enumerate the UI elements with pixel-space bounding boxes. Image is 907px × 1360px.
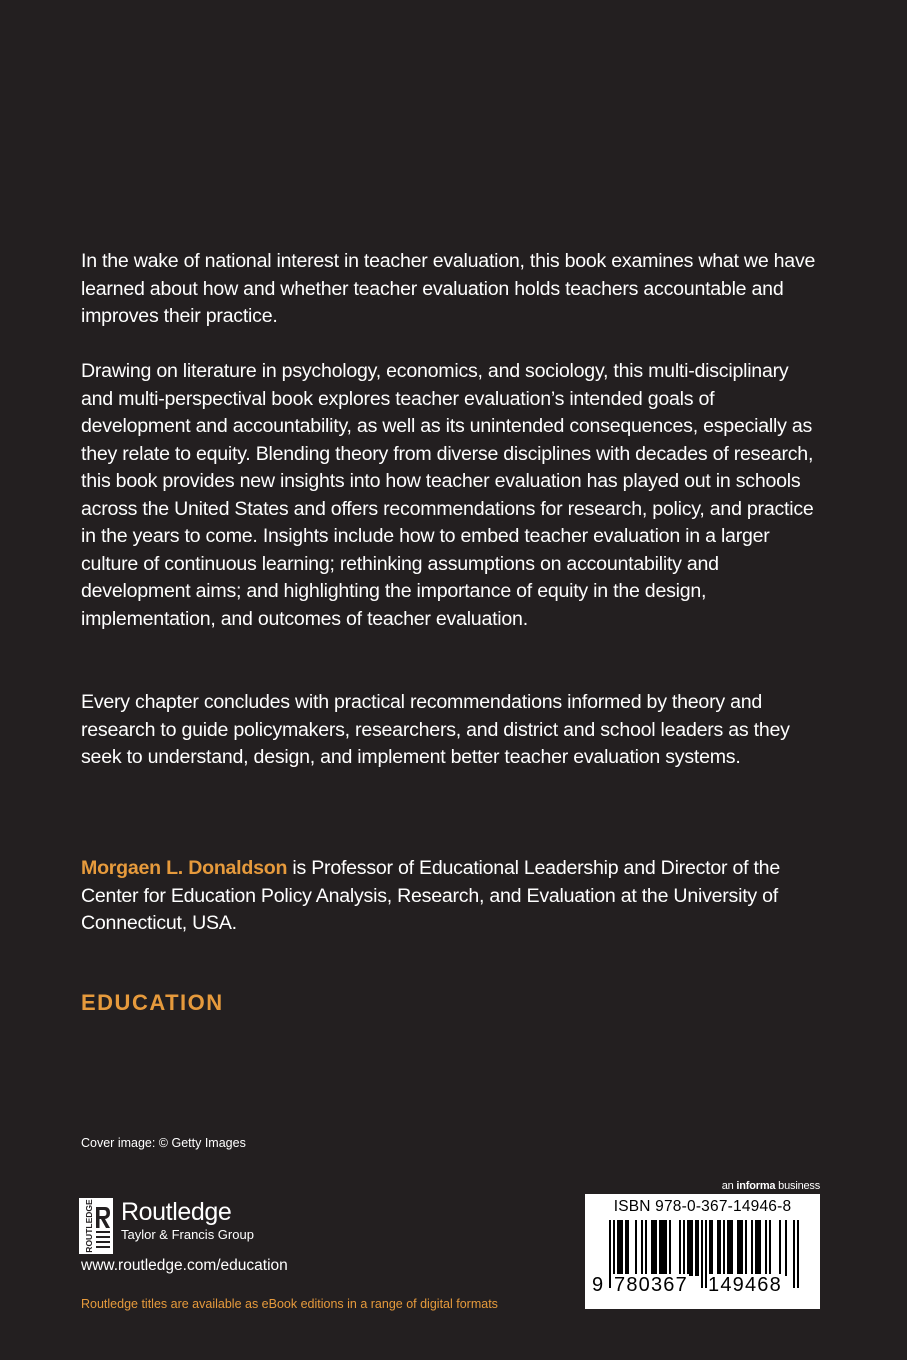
barcode-bar (711, 1220, 713, 1276)
barcode-bar (617, 1220, 619, 1276)
barcode-bar (635, 1220, 637, 1276)
barcode-bar (755, 1220, 757, 1276)
author-bio-text: is Professor of Educational Leadership and Director of the Center for Education Policy Analysis, Research, and Evaluation at the University of Connecticut, USA. (81, 857, 780, 934)
barcode-bar (757, 1220, 759, 1276)
description-paragraph-2: Drawing on literature in psychology, economics, and sociology, this multi-disciplinary and multi-perspectival book explores teacher evaluation’s intended goals of development and accountability, as well as its unintended consequences, especially as they relate to equity. Blending theory from diverse disciplines with decades of research, this book provides new insights into how teacher evaluation has played out in schools across the United States and offers recommendations for research, policy, and practice in the years to come. Insights include how to embed teacher evaluation in a larger culture of continuous learning; rethinking assumptions on accountability and development aims; and highlighting the importance of equity in the design, implementation, and outcomes of teacher evaluation. (81, 360, 814, 630)
barcode-bar (785, 1220, 787, 1276)
barcode-bar (769, 1220, 771, 1276)
barcode-bar (759, 1220, 761, 1276)
description-paragraph-3: Every chapter concludes with practical recommendations informed by theory and research to guide policymakers, researchers, and district and school leaders as they seek to understand, design, and implement better teacher evaluation systems. (81, 691, 790, 768)
barcode-bar (691, 1220, 693, 1276)
informa-brand: informa (736, 1180, 776, 1192)
publisher-url[interactable]: www.routledge.com/education (81, 1257, 288, 1274)
barcode-bar (645, 1220, 647, 1276)
barcode-bar (741, 1220, 743, 1276)
barcode-bar (709, 1220, 711, 1276)
barcode-bar (641, 1220, 643, 1276)
informa-suffix: business (775, 1180, 820, 1192)
isbn-barcode (585, 1194, 820, 1309)
barcode-bar (665, 1220, 667, 1276)
isbn-label: ISBN 978-0-367-14946-8 (613, 1198, 792, 1215)
author-bio (81, 855, 821, 938)
barcode-lead-digit: 9 (592, 1274, 604, 1296)
barcode-bar (737, 1220, 739, 1276)
barcode-bar (653, 1220, 655, 1276)
barcode-bar (659, 1220, 661, 1276)
informa-prefix: an (721, 1180, 737, 1192)
barcode-bar (729, 1220, 731, 1276)
ebook-note: Routledge titles are available as eBook editions in a range of digital formats (81, 1297, 498, 1311)
barcode-bar (669, 1220, 671, 1276)
barcode-bar (723, 1220, 725, 1276)
barcode-bar (679, 1220, 681, 1276)
barcode-bar (797, 1220, 799, 1288)
barcode-bar (719, 1220, 721, 1276)
barcode-bar (701, 1220, 703, 1288)
barcode-bar (655, 1220, 657, 1276)
barcode-bar (689, 1220, 691, 1276)
barcode-bar (793, 1220, 795, 1288)
author-name: Morgaen L. Donaldson (81, 857, 288, 879)
barcode-bar (627, 1220, 629, 1276)
barcode-bar (609, 1220, 611, 1288)
barcode-bar (651, 1220, 653, 1276)
barcode-bar (717, 1220, 719, 1276)
barcode-bar (687, 1220, 689, 1276)
routledge-wordmark (121, 1198, 254, 1243)
barcode-bar (683, 1220, 685, 1276)
barcode-bar (765, 1220, 767, 1276)
barcode-bar (727, 1220, 729, 1276)
barcode-right-digits: 149468 (708, 1274, 782, 1296)
barcode-bar (625, 1220, 627, 1276)
barcode-bar (745, 1220, 747, 1276)
publisher-group: Taylor & Francis Group (121, 1227, 254, 1242)
barcode-bar (621, 1220, 623, 1276)
barcode-bar (779, 1220, 781, 1276)
routledge-spine-text: ROUTLEDGE (84, 1199, 94, 1253)
barcode-bar (731, 1220, 733, 1276)
description-paragraph-1: In the wake of national interest in teacher evaluation, this book examines what we have learned about how and whether teacher evaluation holds teachers accountable and improves their practice. (81, 250, 816, 327)
barcode-bar (739, 1220, 741, 1276)
informa-business-tag (686, 1180, 820, 1192)
routledge-logo (79, 1198, 254, 1254)
barcode-left-digits: 780367 (614, 1274, 688, 1296)
barcode-bar (619, 1220, 621, 1276)
barcode-bar (697, 1220, 699, 1276)
barcode-bar (695, 1220, 697, 1276)
barcode-bar (661, 1220, 663, 1276)
subject-category: EDUCATION (81, 990, 224, 1015)
barcode-bar (663, 1220, 665, 1276)
routledge-r-icon (79, 1198, 113, 1254)
barcode-bar (751, 1220, 753, 1276)
publisher-name: Routledge (121, 1198, 232, 1226)
cover-image-credit: Cover image: © Getty Images (81, 1136, 246, 1150)
